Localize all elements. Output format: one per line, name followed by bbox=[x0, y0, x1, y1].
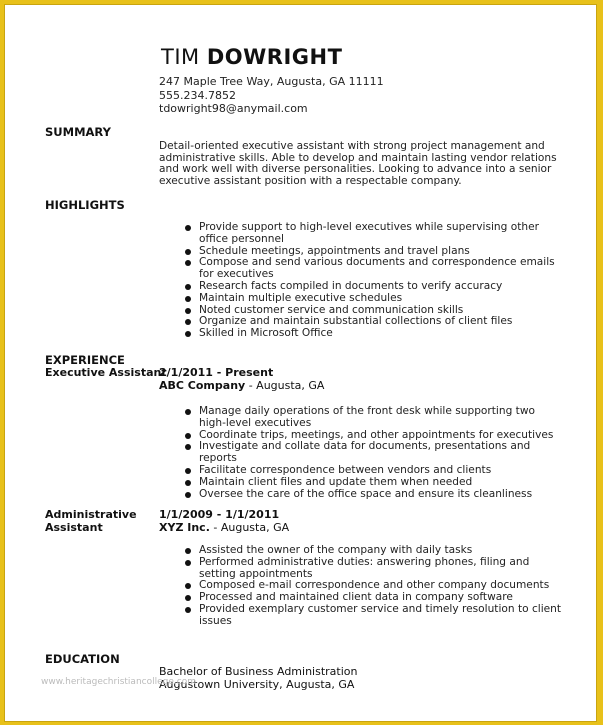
email: tdowright98@anymail.com bbox=[159, 102, 308, 115]
highlights-list bbox=[185, 222, 565, 340]
school: Augustown University, Augusta, GA bbox=[159, 677, 355, 691]
first-name: TIM bbox=[161, 45, 200, 69]
list-item: Manage daily operations of the front desk while supporting two high-level executives bbox=[185, 406, 565, 430]
last-name: DOWRIGHT bbox=[206, 45, 343, 69]
list-item: Coordinate trips, meetings, and other appointments for executives bbox=[185, 430, 565, 442]
list-item: Performed administrative duties: answering phones, filing and setting appointments bbox=[185, 557, 565, 581]
address: 247 Maple Tree Way, Augusta, GA 11111 bbox=[159, 75, 384, 88]
summary-text: Detail-oriented executive assistant with strong project management and administrative skills. Able to develop and maintain lasting vendor relations and work well with diverse personalities. Looking to advance into a senior executive assistant position with a respectable company. bbox=[159, 140, 557, 187]
list-item: Composed e-mail correspondence and other company documents bbox=[185, 580, 565, 592]
job-title bbox=[45, 509, 137, 534]
resume-page bbox=[4, 4, 597, 722]
phone: 555.234.7852 bbox=[159, 88, 236, 102]
list-item: Organize and maintain substantial collections of client files bbox=[185, 316, 565, 328]
list-item: Maintain multiple executive schedules bbox=[185, 293, 565, 305]
job-title-line: Administrative bbox=[45, 508, 137, 521]
list-item: Oversee the care of the office space and ensure its cleanliness bbox=[185, 489, 565, 501]
list-item: Schedule meetings, appointments and travel plans bbox=[185, 246, 565, 258]
list-item: Processed and maintained client data in company software bbox=[185, 592, 565, 604]
job-title: Executive Assistant bbox=[45, 366, 167, 379]
job-duties-list bbox=[185, 545, 565, 628]
education-heading: EDUCATION bbox=[45, 652, 120, 666]
list-item: Assisted the owner of the company with daily tasks bbox=[185, 545, 565, 557]
list-item: Maintain client files and update them when needed bbox=[185, 477, 565, 489]
applicant-name bbox=[161, 45, 342, 69]
job-dates: 1/1/2009 - 1/1/2011 bbox=[159, 508, 280, 521]
job-duties-list bbox=[185, 406, 565, 500]
job-meta bbox=[159, 509, 289, 534]
experience-heading: EXPERIENCE bbox=[45, 353, 125, 367]
watermark-text: www.heritagechristiancollege.com bbox=[41, 677, 196, 687]
job-title-line: Assistant bbox=[45, 520, 103, 534]
company-name: XYZ Inc. bbox=[159, 520, 210, 534]
contact-block bbox=[159, 75, 384, 116]
company-location: - Augusta, GA bbox=[245, 378, 325, 392]
job-dates: 2/1/2011 - Present bbox=[159, 366, 274, 379]
company-name: ABC Company bbox=[159, 378, 246, 392]
list-item: Noted customer service and communication skills bbox=[185, 305, 565, 317]
degree: Bachelor of Business Administration bbox=[159, 665, 358, 678]
list-item: Skilled in Microsoft Office bbox=[185, 328, 565, 340]
summary-heading: SUMMARY bbox=[45, 125, 111, 139]
list-item: Provide support to high-level executives while supervising other office personnel bbox=[185, 222, 565, 246]
job-meta bbox=[159, 367, 324, 392]
list-item: Research facts compiled in documents to verify accuracy bbox=[185, 281, 565, 293]
list-item: Investigate and collate data for documents, presentations and reports bbox=[185, 441, 565, 465]
list-item: Compose and send various documents and correspondence emails for executives bbox=[185, 257, 565, 281]
highlights-heading: HIGHLIGHTS bbox=[45, 198, 125, 212]
list-item: Provided exemplary customer service and timely resolution to client issues bbox=[185, 604, 565, 628]
company-location: - Augusta, GA bbox=[209, 520, 290, 534]
list-item: Facilitate correspondence between vendors and clients bbox=[185, 465, 565, 477]
